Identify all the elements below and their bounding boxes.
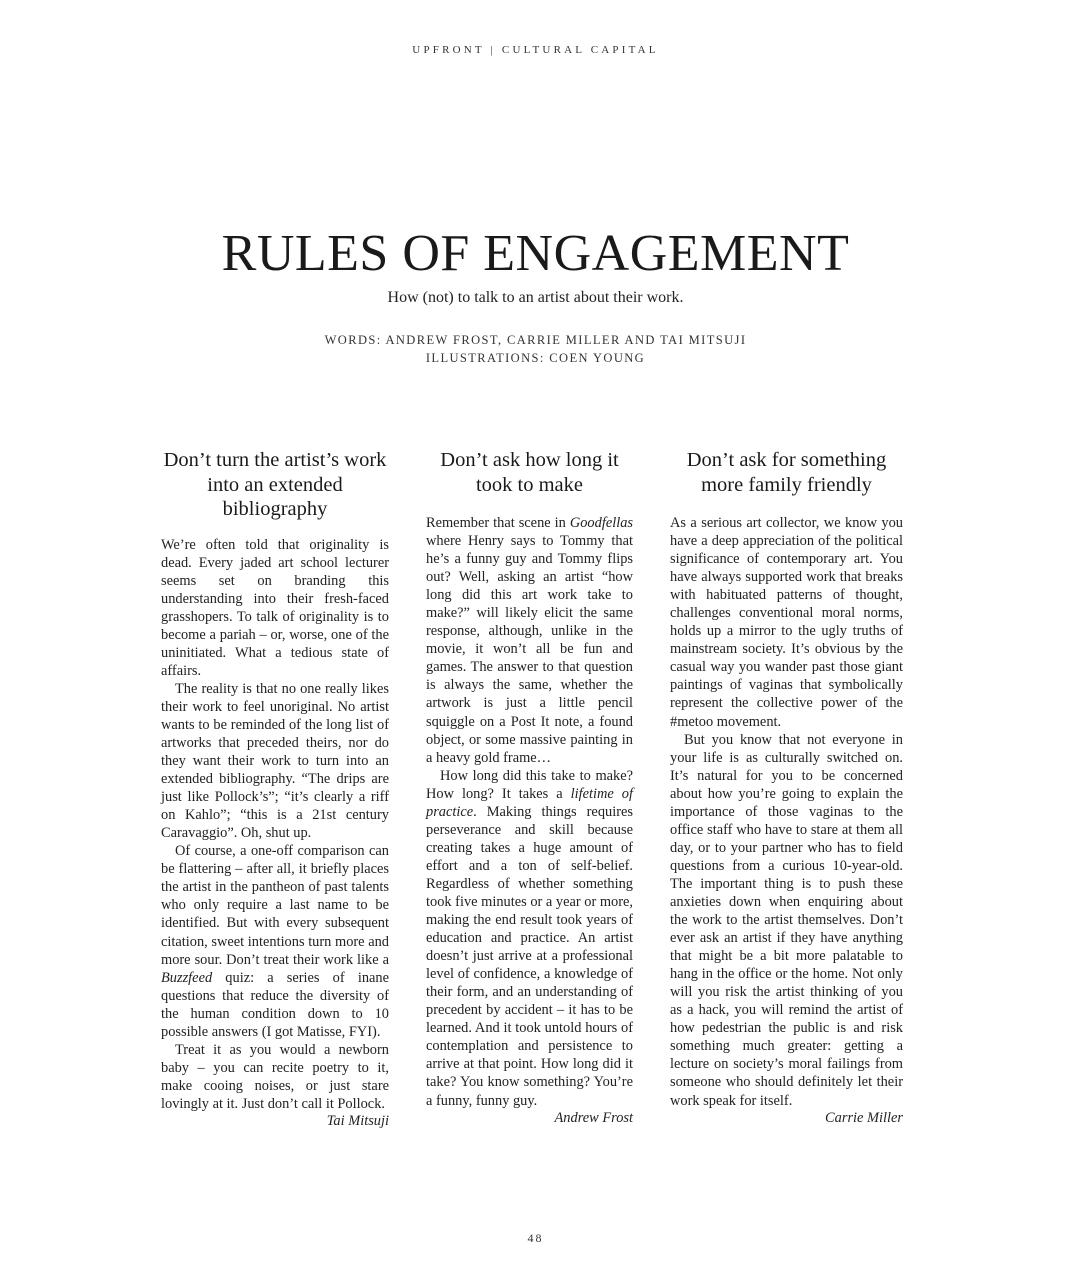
credits-words: WORDS: ANDREW FROST, CARRIE MILLER AND TAI MITSUJI [324, 333, 747, 347]
column-heading: Don’t ask how long it took to make [440, 449, 619, 496]
standfirst: How (not) to talk to an artist about their work. [387, 289, 684, 306]
paragraph: But you know that not everyone in your life is as culturally switched on. It’s natural for you to be concerned about how you’re going to explain the importance of those vaginas to the office staff who have to stare at them all day, or to your partner who has to field questions from a curious 10-year-old. The important thing is to push these anxieties down when enquiring about the work to the artist themselves. Don’t ever ask an artist if they have anything that might be a bit more palatable to hang in the office or the home. Not only will you risk the artist thinking of you as a hack, you will remind the artist of how pedestrian the public is and risk something much greater: getting a lecture on society’s moral failings from someone who should definitely let their work speak for itself. [670, 731, 903, 1109]
column-body [161, 536, 389, 1114]
byline: Andrew Frost [554, 1109, 633, 1126]
paragraph: Of course, a one-off comparison can be flattering – after all, it briefly places the artist in the pantheon of past talents who only require a last name to be identified. But with every subsequent citation, sweet intentions turn more and more sour. Don’t treat their work like a Buzzfeed quiz: a series of inane questions that reduce the diversity of the human condition down to 10 possible answers (I got Matisse, FYI). [161, 843, 389, 1040]
column-1 [161, 448, 389, 1130]
page-number: 48 [527, 1231, 544, 1245]
running-head: UPFRONT | CULTURAL CAPITAL [412, 44, 659, 56]
paragraph: Treat it as you would a newborn baby – you can recite poetry to it, make cooing noises, or just stare lovingly at it. Just don’t call it Pollock. [161, 1041, 389, 1112]
paragraph: Remember that scene in Goodfellas where Henry says to Tommy that he’s a funny guy and Tommy flips out? Well, asking an artist “how long did this art work take to make?” will likely elicit the same response, although, unlike in the movie, it won’t all be fun and games. The answer to that question is always the same, whether the artwork is just a little pencil squiggle on a Post It note, a found object, or some massive painting in a heavy gold frame… [426, 515, 633, 766]
article-title: RULES OF ENGAGEMENT [221, 225, 850, 282]
column-heading: Don’t turn the artist’s work into an extended bibliography [163, 449, 387, 520]
byline: Carrie Miller [825, 1109, 903, 1126]
credits [0, 331, 1071, 367]
paragraph: As a serious art collector, we know you have a deep appreciation of the political significance of contemporary art. You have always supported work that breaks with habituated patterns of thought, challenges conventional moral norms, holds up a mirror to the ugly truths of mainstream society. It’s obvious by the casual way you wander past those giant paintings of vaginas that symbolically represent the collective power of the #metoo movement. [670, 515, 903, 730]
paragraph: The reality is that no one really likes their work to feel unoriginal. No artist wants to be reminded of the long list of artworks that preceded theirs, nor do they want their work to turn into an extended bibliography. “The drips are just like Pollock’s”; “it’s clearly a riff on Kahlo”; “this is a 21st century Caravaggio”. Oh, shut up. [161, 680, 389, 842]
byline: Tai Mitsuji [326, 1113, 389, 1129]
column-3 [670, 448, 903, 1127]
column-heading: Don’t ask for something more family friendly [686, 449, 887, 496]
column-2 [426, 448, 633, 1127]
paragraph: How long did this take to make? How long? It takes a lifetime of practice. Making things requires perseverance and skill because creating takes a huge amount of effort and a ton of self-belief. Regardless of whether something took five minutes or a year or more, making the end result took years of education and practice. An artist doesn’t just arrive at a professional level of confidence, a knowledge of their form, and an understanding of precedent by accident – it has to be learned. And it took untold hours of contemplation and persistence to arrive at that point. How long did it take? You know something? You’re a funny, funny guy. [426, 767, 633, 1109]
paragraph: We’re often told that originality is dead. Every jaded art school lecturer seems set on branding this understanding into their fresh-faced grasshopers. To talk of originality is to become a pariah – or, worse, one of the uninitiated. What a tedious state of affairs. [161, 536, 389, 679]
column-body [426, 514, 633, 1110]
credits-illustrations: ILLUSTRATIONS: COEN YOUNG [425, 351, 646, 365]
column-body [670, 514, 903, 1110]
